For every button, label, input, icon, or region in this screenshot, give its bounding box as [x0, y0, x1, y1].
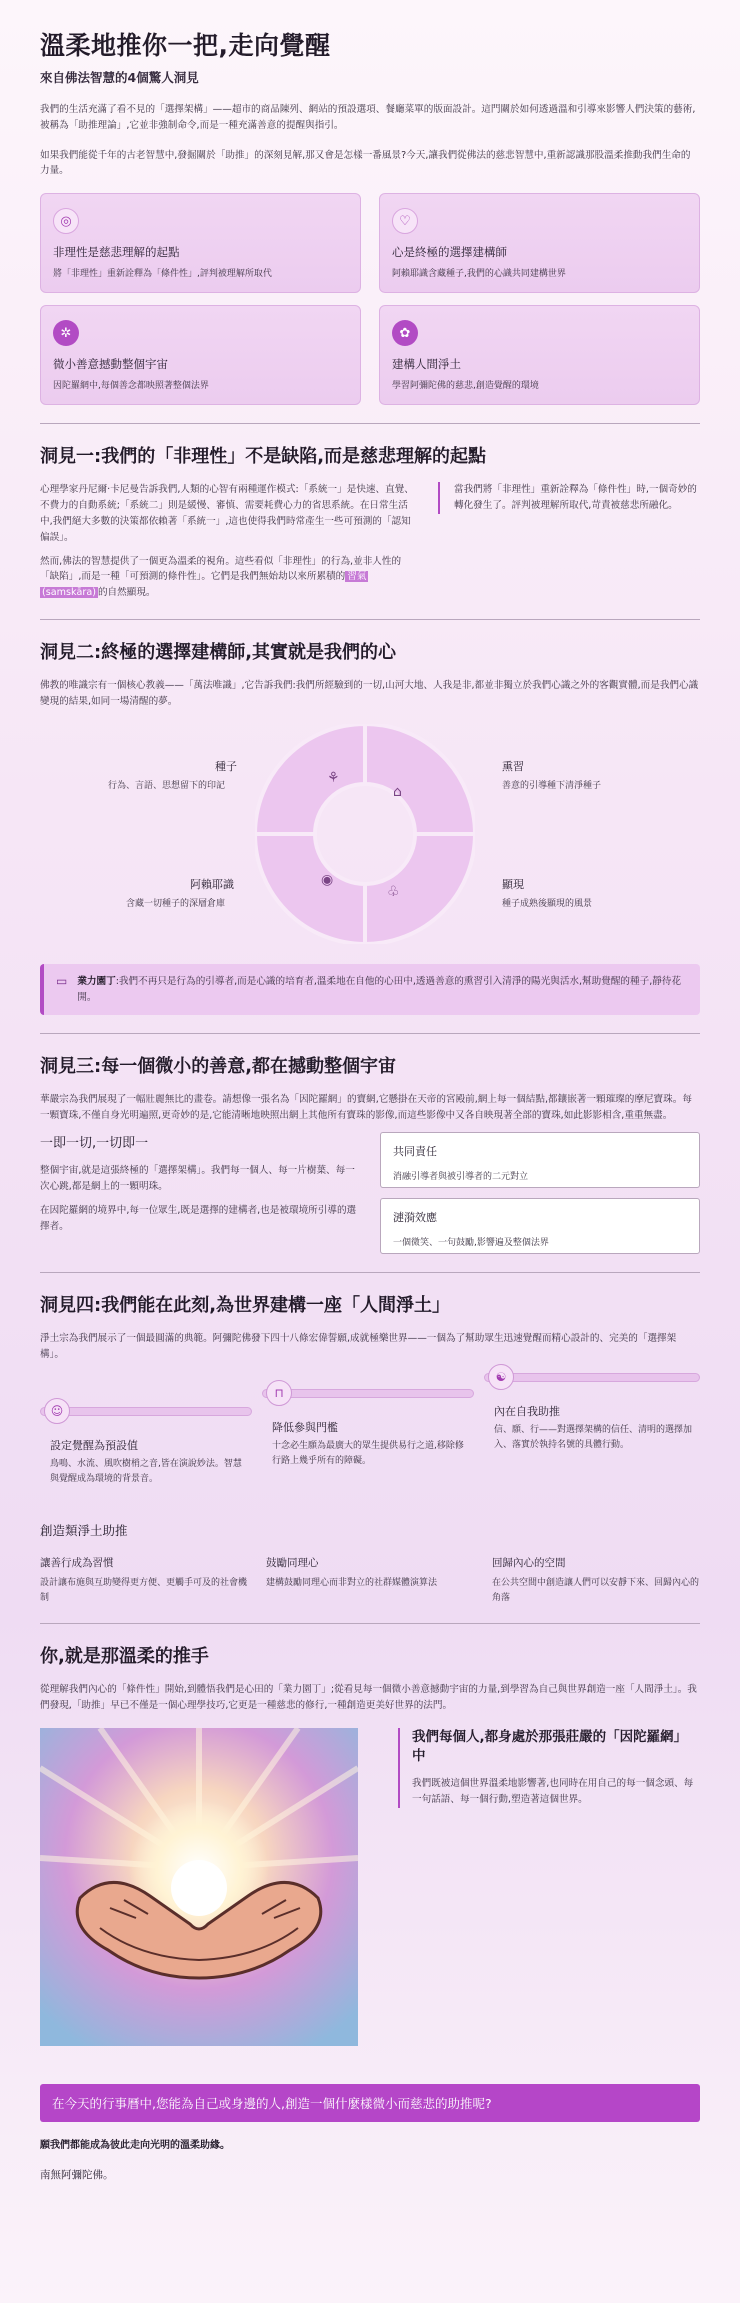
insight1-title: 洞見一:我們的「非理性」不是缺陷,而是慈悲理解的起點 — [40, 446, 487, 468]
step-bar-1 — [40, 1407, 252, 1416]
cycle-desc-seed: 行為、言語、思想留下的印記 — [108, 780, 226, 791]
section-divider — [40, 1033, 700, 1034]
insight1-body — [40, 482, 700, 601]
cycle-segment-manifest — [255, 834, 365, 944]
insight1-paragraph-2: 然而,佛法的智慧提供了一個更為溫柔的視角。這些看似「非理性」的行為,並非人性的「缺陷」,而是一種「可預測的條件性」。它們是我們無始劫以來所累積的 習氣(samskāra) 的自然顯現。 — [40, 555, 402, 599]
lotus-icon: ✿ — [392, 320, 418, 346]
closing-chant: 南無阿彌陀佛。 — [40, 2169, 114, 2182]
intro-card-small-kindness[interactable] — [40, 305, 361, 405]
intro-paragraph-1: 我們的生活充滿了看不見的「選擇架構」——超市的商品陳列、網站的預設選項、餐廳菜單的版面設計。這門關於如何透過溫和引導來影響人們決策的藝術,被稱為「助推理論」,它並非強制命令,而是一種充滿善意的提醒與指引。 — [40, 104, 696, 131]
insight1-paragraph-1: 心理學家丹尼爾·卡尼曼告訴我們,人類的心智有兩種運作模式:「系統一」是快速、直覺、不費力的自動系統;「系統二」則是緩慢、審慎、需要耗費心力的省思系統。在日常生活中,我們絕大多數的決策都依賴著「系統一」,這也使得我們時常產生一些可預測的「認知偏誤」。 — [40, 484, 414, 543]
cycle-label-store: 阿賴耶識 — [190, 877, 234, 891]
step-bar-3 — [484, 1373, 700, 1382]
heart-icon: ♡ — [392, 208, 418, 234]
cycle-desc-store: 含藏一切種子的深層倉庫 — [126, 898, 226, 909]
gift-icon: ⌂ — [393, 783, 402, 800]
insight3-paragraph-2: 在因陀羅網的境界中,每一位眾生,既是選擇的建構者,也是被環境所引導的選擇者。 — [40, 1204, 357, 1232]
karma-gardener-callout: ▭ 業力園丁:我們不再只是行為的引導者,而是心識的培育者,溫柔地在自他的心田中,透過善意的熏習引入清淨的陽光與活水,幫助覺醒的種子,靜待花開。 — [40, 964, 700, 1016]
step-desc-3: 信、願、行——對選擇架構的信任、清明的選擇加入、落實於執持名號的具體行動。 — [494, 1424, 693, 1451]
reflection-question-banner: 在今天的行事曆中,您能為自己或身邊的人,創造一個什麼樣微小而慈悲的助推呢? — [40, 2084, 700, 2122]
insight3-title: 洞見三:每一個微小的善意,都在撼動整個宇宙 — [40, 1056, 397, 1078]
ripple-effect-box: 漣漪效應 一個微笑、一句鼓勵,影響遍及整個法界 — [380, 1198, 700, 1254]
page-subtitle: 來自佛法智慧的4個驚人洞見 — [40, 70, 199, 85]
intro-card-desc: 阿賴耶識含藏種子,我們的心識共同建構世界 — [392, 269, 566, 280]
mind-icon: ◎ — [53, 208, 79, 234]
gate-icon: ⊓ — [266, 1380, 292, 1406]
cycle-segment-store — [255, 724, 365, 834]
mind-cycle-diagram — [40, 718, 700, 958]
intro-card-grid — [40, 193, 700, 405]
intro-card-title: 建構人間淨土 — [392, 357, 461, 372]
cupped-hands-illustration — [40, 1728, 358, 2046]
step-bar-2 — [262, 1389, 474, 1398]
network-icon: ✲ — [53, 320, 79, 346]
insight2-intro: 佛教的唯識宗有一個核心教義——「萬法唯識」,它告訴我們:我們所經驗到的一切,山河大地、人我是非,都並非獨立於我們心識之外的客觀實體,而是我們心識變現的結果,如同一場清醒的夢。 — [40, 680, 699, 707]
hands-light-image — [40, 1728, 358, 2046]
cycle-label-seed: 種子 — [215, 759, 237, 773]
section-divider — [40, 1272, 700, 1273]
helper-item: 鼓勵同理心 建構鼓勵同理心而非對立的社群媒體演算法 — [266, 1556, 438, 1588]
seed-icon: ⚘ — [327, 769, 340, 786]
closing-wish: 願我們都能成為彼此走向光明的溫柔助緣。 — [40, 2140, 230, 2152]
intro-card-title: 微小善意撼動整個宇宙 — [53, 357, 168, 372]
pure-land-steps — [40, 1369, 700, 1507]
highlighted-term-sanskrit: (samskāra) — [42, 587, 96, 599]
insight2-title: 洞見二:終極的選擇建構師,其實就是我們的心 — [40, 642, 397, 664]
conclusion-body — [40, 1728, 700, 2046]
cycle-label-manifest: 顯現 — [502, 877, 524, 891]
insight3-paragraph-1: 整個宇宙,就是這張終極的「選擇架構」。我們每一個人、每一片樹葉、每一次心跳,都是網上的一顆明珠。 — [40, 1165, 355, 1192]
helpers-title: 創造類淨土助推 — [40, 1522, 128, 1538]
insight4-intro: 淨土宗為我們展示了一個最圓滿的典範。阿彌陀佛發下四十八條宏偉誓願,成就極樂世界——一個為了幫助眾生迅速覺醒而精心設計的、完美的「選擇架構」。 — [40, 1333, 677, 1360]
cycle-segment-perfume — [365, 834, 475, 944]
step-desc-2: 十念必生願為最廣大的眾生提供易行之道,移除修行路上幾乎所有的障礙。 — [272, 1440, 464, 1467]
conclusion-sidebar — [398, 1728, 700, 1807]
insight3-intro: 華嚴宗為我們展現了一幅壯麗無比的畫卷。請想像一張名為「因陀羅網」的寶網,它懸掛在天帝的宮殿前,網上每一個結點,都鑲嵌著一顆璀璨的摩尼寶珠。每一顆寶珠,不僅自身光明遍照,更奇妙的是,它能清晰地映照出網上其他所有寶珠的影像,而這些影像中又各自映現著全部的寶珠,如此影影相含,重重無盡。 — [40, 1094, 692, 1122]
intro-card-desc: 因陀羅網中,每個善念都映照著整個法界 — [53, 381, 209, 392]
section-divider — [40, 619, 700, 620]
highlighted-term: 習氣 — [347, 571, 367, 583]
conclusion-title: 你,就是那溫柔的推手 — [40, 1646, 209, 1668]
insight1-quote: 當我們將「非理性」重新詮釋為「條件性」時,一個奇妙的轉化發生了。評判被理解所取代,苛責被慈悲所融化。 — [438, 482, 700, 514]
step-title-1: 設定覺醒為預設值 — [50, 1438, 138, 1452]
conclusion-side-title: 我們每個人,都身處於那張莊嚴的「因陀羅網」中 — [412, 1729, 688, 1764]
intro-card-mind-architect[interactable] — [379, 193, 700, 293]
conclusion-side-desc: 我們既被這個世界溫柔地影響著,也同時在用自己的每一個念頭、每一句話語、每一個行動,塑造著這個世界。 — [412, 1777, 694, 1805]
sprout-icon: ♧ — [387, 883, 400, 900]
intro-paragraph-2: 如果我們能從千年的古老智慧中,發掘關於「助推」的深刻見解,那又會是怎樣一番風景?今天,讓我們從佛法的慈悲智慧中,重新認識那股溫柔推動我們生命的力量。 — [40, 149, 691, 177]
intro-card-desc: 學習阿彌陀佛的慈悲,創造覺醒的環境 — [392, 381, 539, 392]
intro-card-title: 心是終極的選擇建構師 — [392, 245, 507, 260]
section-divider — [40, 423, 700, 424]
intro-card-desc: 將「非理性」重新詮釋為「條件性」,評判被理解所取代 — [53, 269, 272, 280]
cycle-desc-manifest: 種子成熟後顯現的風景 — [502, 898, 593, 909]
person-icon: ☺ — [44, 1398, 70, 1424]
shared-responsibility-box: 共同責任 消融引導者與被引導者的二元對立 — [380, 1132, 700, 1188]
step-title-2: 降低參與門檻 — [272, 1420, 338, 1434]
hands-icon: ☯ — [488, 1364, 514, 1390]
helper-item: 讓善行成為習慣 設計讓布施與互助變得更方便、更觸手可及的社會機制 — [40, 1556, 248, 1603]
intro-card-pure-land[interactable] — [379, 305, 700, 405]
cycle-ring — [255, 724, 475, 944]
helpers-grid — [40, 1555, 700, 1606]
chat-icon: ▭ — [56, 973, 68, 988]
insight3-subtitle: 一即一切,一切即一 — [40, 1136, 149, 1152]
intro-card-irrationality[interactable] — [40, 193, 361, 293]
storehouse-icon: ◉ — [321, 871, 334, 888]
insight3-body — [40, 1132, 700, 1254]
step-desc-1: 鳥鳴、水流、風吹樹梢之音,皆在演說妙法。智慧與覺醒成為環境的背景音。 — [50, 1458, 242, 1485]
section-divider — [40, 1623, 700, 1624]
intro-card-title: 非理性是慈悲理解的起點 — [53, 245, 180, 260]
step-title-3: 內在自我助推 — [494, 1404, 560, 1418]
page-title: 溫柔地推你一把,走向覺醒 — [40, 31, 331, 60]
conclusion-intro: 從理解我們內心的「條件性」開始,到體悟我們是心田的「業力園丁」;從看見每一個微小善意撼動宇宙的力量,到學習為自己與世界創造一座「人間淨土」。我們發現,「助推」早已不僅是一個心理學技巧,它更是一種慈悲的修行,一種創造更美好世界的法門。 — [40, 1684, 697, 1712]
cycle-label-perfume: 熏習 — [502, 759, 524, 773]
insight4-title: 洞見四:我們能在此刻,為世界建構一座「人間淨土」 — [40, 1295, 451, 1317]
cycle-desc-perfume: 善意的引導種下清淨種子 — [502, 780, 602, 791]
helper-item: 回歸內心的空間 在公共空間中創造讓人們可以安靜下來、回歸內心的角落 — [492, 1556, 700, 1603]
cycle-segment-seed — [365, 724, 475, 834]
